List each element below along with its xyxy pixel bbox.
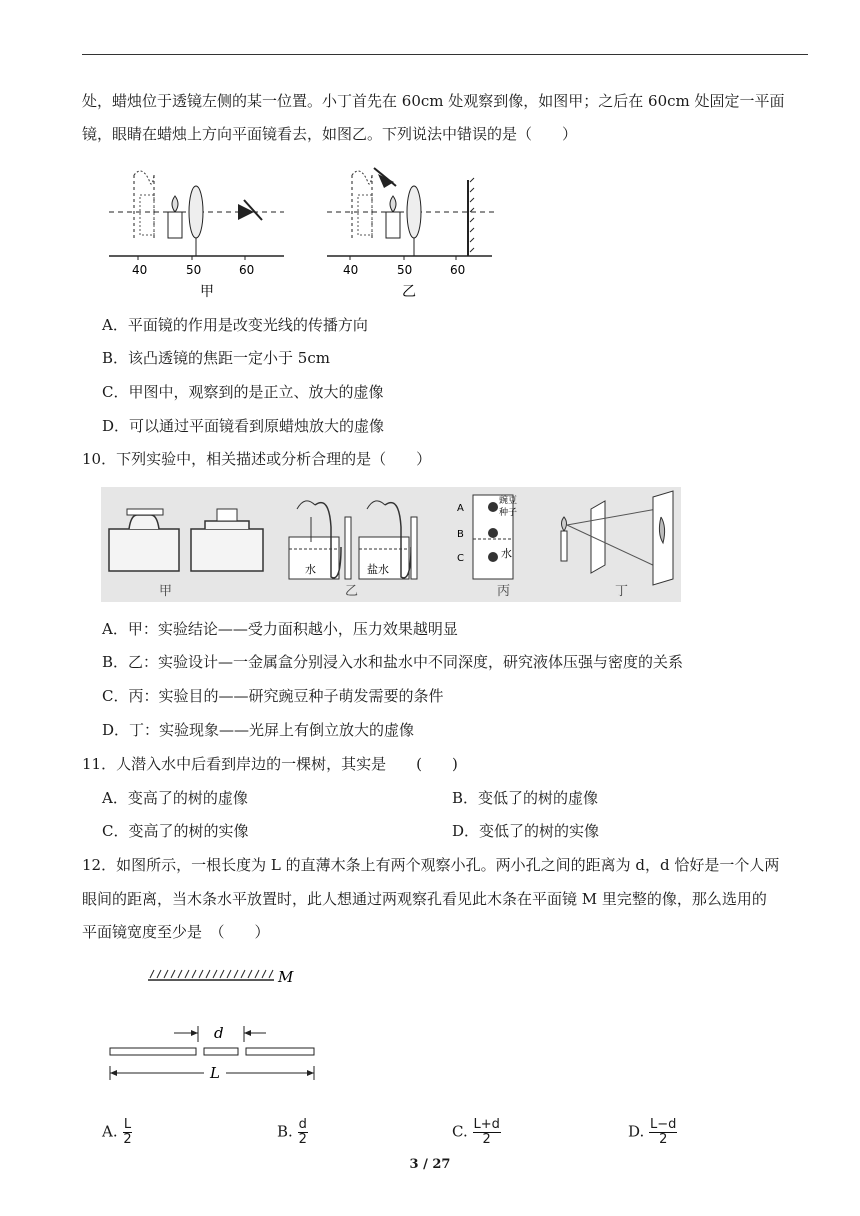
q10-figure <box>101 487 681 602</box>
jia-caption: 甲 <box>200 284 214 300</box>
q10-option-c[interactable]: C．丙：实验目的——研究豌豆种子萌发需要的条件 <box>102 687 444 705</box>
jia-tick-40: 40 <box>132 263 148 277</box>
frac-den: 2 <box>298 1132 307 1147</box>
mirror-label: M <box>278 968 294 986</box>
q9-option-b[interactable]: B．该凸透镜的焦距一定小于 5cm <box>102 349 330 367</box>
q12-option-a[interactable] <box>102 1118 133 1147</box>
frac-den: 2 <box>123 1132 132 1147</box>
label-bing: 丙 <box>497 584 511 599</box>
frac-num: L+d <box>473 1117 500 1132</box>
frac-num: L <box>123 1117 132 1132</box>
q9-text-line-2: 镜，眼睛在蜡烛上方向平面镜看去，如图乙。下列说法中错误的是（ ） <box>82 125 578 143</box>
q12-option-a-fraction <box>122 1118 132 1147</box>
q9-option-c[interactable]: C．甲图中，观察到的是正立、放大的虚像 <box>102 383 384 401</box>
page-number: 3 / 27 <box>409 1157 451 1172</box>
q9-figure-jia <box>104 160 294 300</box>
yi-tick-60: 60 <box>450 263 466 277</box>
q12-text-line-1: 12．如图所示，一根长度为 L 的直薄木条上有两个观察小孔。两小孔之间的距离为 d，d 恰好是一个人两 <box>82 856 780 874</box>
q9-figure-yi <box>322 160 512 300</box>
label-yi: 乙 <box>345 584 359 599</box>
q11-option-c[interactable]: C．变高了的树的实像 <box>102 822 249 840</box>
q12-option-a-letter: A. <box>102 1122 118 1141</box>
q11-option-b[interactable]: B．变低了的树的虚像 <box>452 789 599 807</box>
frac-den: 2 <box>659 1132 668 1147</box>
q12-option-b-fraction <box>298 1118 308 1147</box>
row-c: C <box>457 553 464 564</box>
q10-option-b[interactable]: B．乙：实验设计—一金属盒分别浸入水和盐水中不同深度，研究液体压强与密度的关系 <box>102 653 684 671</box>
q10-option-a[interactable]: A．甲：实验结论——受力面积越小，压力效果越明显 <box>102 620 458 638</box>
q10-stem: 10．下列实验中，相关描述或分析合理的是（ ） <box>82 450 432 468</box>
q12-option-d[interactable] <box>628 1118 677 1147</box>
q12-figure <box>104 962 324 1092</box>
q12-option-c[interactable] <box>452 1118 501 1147</box>
d-label: d <box>214 1024 224 1042</box>
row-a: A <box>457 503 464 514</box>
label-water-2: 水 <box>501 547 512 560</box>
q12-text-line-2: 眼间的距离，当木条水平放置时，此人想通过两观察孔看见此木条在平面镜 M 里完整的像，那么选用的 <box>82 890 767 908</box>
q12-option-b-letter: B. <box>277 1122 293 1141</box>
jia-tick-50: 50 <box>186 263 202 277</box>
q9-option-a[interactable]: A．平面镜的作用是改变光线的传播方向 <box>102 316 368 334</box>
header-rule <box>82 54 808 55</box>
q12-option-c-fraction <box>473 1118 501 1147</box>
frac-den: 2 <box>482 1132 491 1147</box>
yi-tick-40: 40 <box>343 263 359 277</box>
q12-option-d-letter: D. <box>628 1122 645 1141</box>
label-ding: 丁 <box>615 584 629 599</box>
q12-option-d-fraction <box>649 1118 677 1147</box>
q10-option-d[interactable]: D．丁：实验现象——光屏上有倒立放大的虚像 <box>102 721 415 739</box>
frac-num: d <box>298 1117 307 1132</box>
q11-stem: 11．人潜入水中后看到岸边的一棵树，其实是 ( ) <box>82 755 458 773</box>
q11-option-a[interactable]: A．变高了的树的虚像 <box>102 789 248 807</box>
q12-option-c-letter: C. <box>452 1122 468 1141</box>
yi-tick-50: 50 <box>397 263 413 277</box>
label-jia: 甲 <box>159 584 173 599</box>
yi-caption: 乙 <box>402 284 416 300</box>
q9-option-d[interactable]: D．可以通过平面镜看到原蜡烛放大的虚像 <box>102 417 385 435</box>
q11-option-d[interactable]: D．变低了的树的实像 <box>452 822 600 840</box>
q9-text-line-1: 处，蜡烛位于透镜左侧的某一位置。小丁首先在 60cm 处观察到像，如图甲；之后在 60cm 处固定一平面 <box>82 92 785 110</box>
L-label: L <box>210 1064 220 1082</box>
frac-num: L−d <box>650 1117 677 1132</box>
q12-text-line-3: 平面镜宽度至少是 （ ） <box>82 923 270 941</box>
label-salt-water: 盐水 <box>367 563 389 576</box>
seed-label-2: 种子 <box>499 508 518 518</box>
label-water: 水 <box>305 563 316 576</box>
jia-tick-60: 60 <box>239 263 255 277</box>
q12-option-b[interactable] <box>277 1118 308 1147</box>
seed-label-1: 豌豆 <box>499 496 518 506</box>
row-b: B <box>457 529 464 540</box>
